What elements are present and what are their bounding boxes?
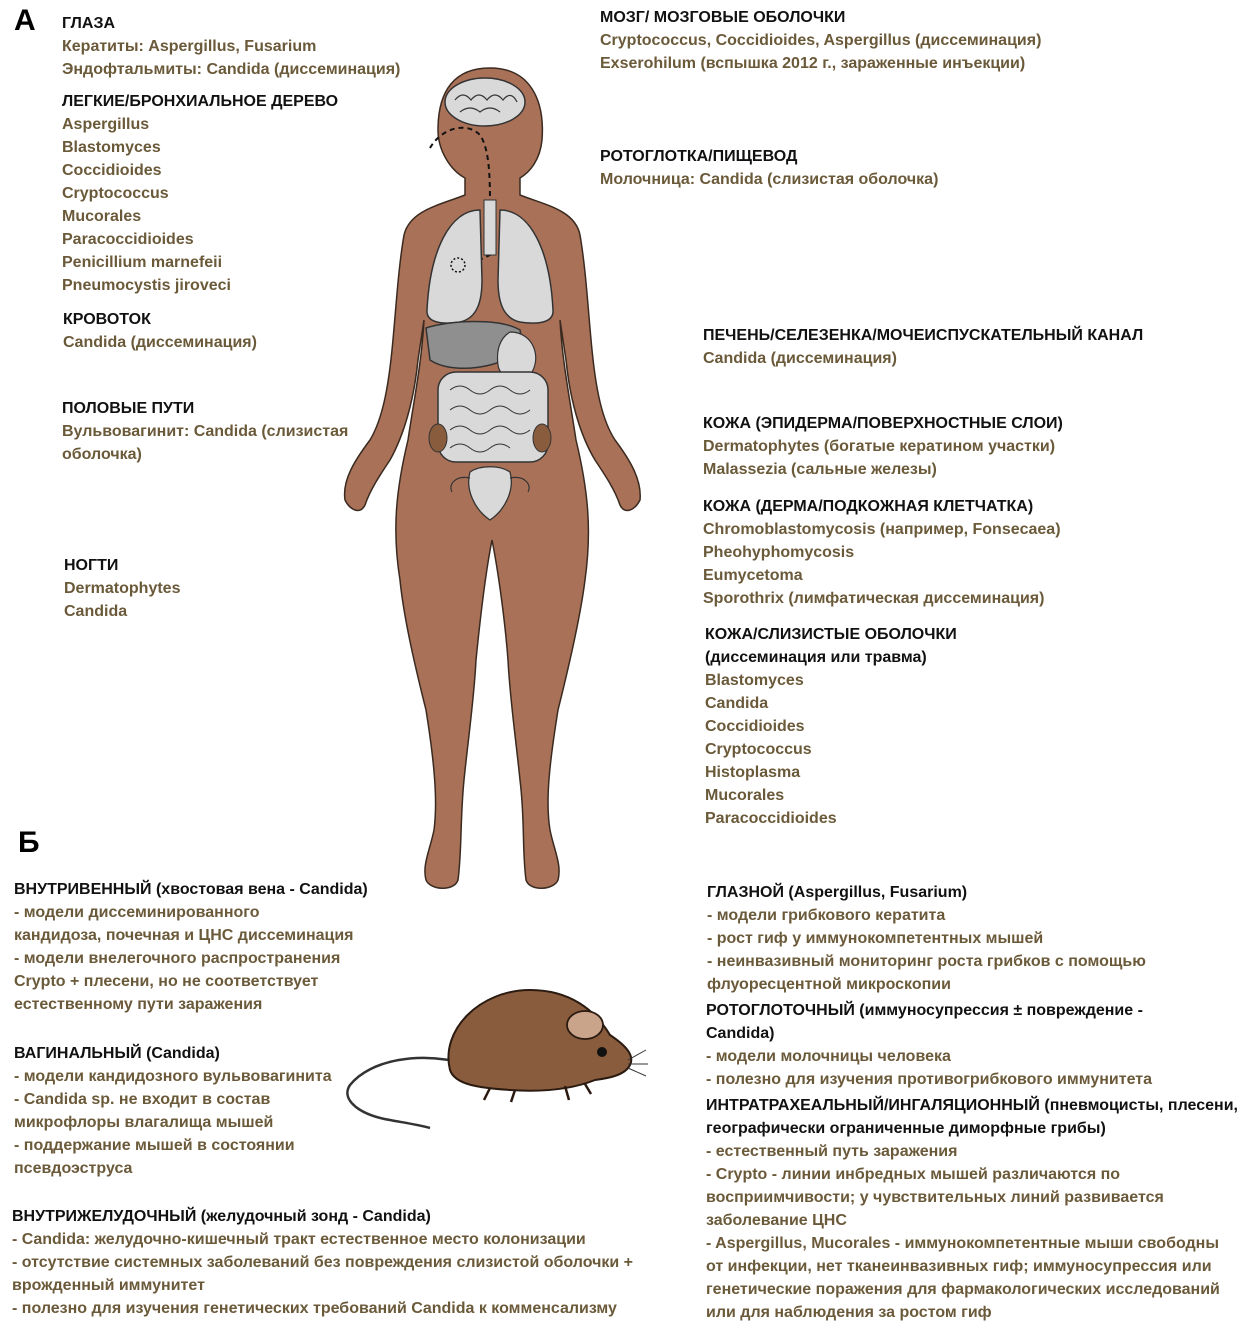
intragastric-route-line: врожденный иммунитет: [12, 1277, 205, 1294]
intratracheal-route-line: генетические поражения для фармакологических исследований: [706, 1281, 1220, 1298]
intratracheal-route-line: восприимчивости; у чувствительных линий развивается: [706, 1189, 1164, 1206]
liver-item: Candida (диссеминация): [703, 350, 897, 367]
ocular-route-line: - модели грибкового кератита: [707, 907, 946, 924]
vaginal-route-note: (Candida): [141, 1045, 220, 1062]
lungs-item: Penicillium marnefeii: [62, 254, 223, 271]
oropharyngeal-route-note: (иммуносупрессия ± повреждение -: [854, 1002, 1143, 1019]
intratracheal-route-line: - естественный путь заражения: [706, 1143, 958, 1160]
skin-mucosa-item: Coccidioides: [705, 718, 805, 735]
intratracheal-route-line: от инфекции, нет тканеинвазивных гиф; иммуносупрессия или: [706, 1258, 1212, 1275]
nails-item: Dermatophytes: [64, 580, 181, 597]
intragastric-route-line: - полезно для изучения генетических требований Candida к комменсализму: [12, 1300, 617, 1317]
skin-dermis-item: Eumycetoma: [703, 567, 803, 584]
intratracheal-route-title: ИНТРАТРАХЕАЛЬНЫЙ/ИНГАЛЯЦИОННЫЙ: [706, 1097, 1040, 1114]
mouse-ear: [567, 1011, 603, 1039]
oropharynx-section: [600, 145, 938, 191]
nails-section: [64, 554, 180, 623]
left-kidney: [429, 424, 447, 452]
oropharynx-title: РОТОГЛОТКА/ПИЩЕВОД: [600, 148, 798, 165]
skin-epidermis-section: [703, 412, 1063, 481]
skin-dermis-item: Sporothrix (лимфатическая диссеминация): [703, 590, 1045, 607]
mouse-body: [448, 990, 631, 1091]
intratracheal-route-section: [706, 1094, 1238, 1324]
intragastric-route-line: - отсутствие системных заболеваний без повреждения слизистой оболочки +: [12, 1254, 633, 1271]
vaginal-route-line: псевдоэструса: [14, 1160, 133, 1177]
iv-route-section: [14, 878, 368, 1016]
oropharyngeal-route-line: - модели молочницы человека: [706, 1048, 951, 1065]
panel-a-label: А: [14, 4, 36, 37]
vaginal-route-line: - поддержание мышей в состоянии: [14, 1137, 295, 1154]
lungs-item: Coccidioides: [62, 162, 162, 179]
iv-route-line: Crypto + плесени, но не соответствует: [14, 973, 319, 990]
brain-item: Exserohilum (вспышка 2012 г., зараженные инъекции): [600, 55, 1026, 72]
iv-route-line: - модели диссеминированного: [14, 904, 260, 921]
brain-title: МОЗГ/ МОЗГОВЫЕ ОБОЛОЧКИ: [600, 9, 846, 26]
lungs-item: Blastomyces: [62, 139, 161, 156]
panel-b-label: Б: [18, 826, 40, 859]
vaginal-route-line: микрофлоры влагалища мышей: [14, 1114, 274, 1131]
intratracheal-route-line: - Aspergillus, Mucorales - иммунокомпетентные мыши свободны: [706, 1235, 1219, 1252]
iv-route-title: ВНУТРИВЕННЫЙ: [14, 881, 152, 898]
skin-mucosa-item: Paracoccidioides: [705, 810, 837, 827]
lungs-item: Paracoccidioides: [62, 231, 194, 248]
oropharyngeal-route-note-2: Candida): [706, 1025, 775, 1042]
skin-epidermis-item: Dermatophytes (богатые кератином участки): [703, 438, 1056, 455]
lungs-item: Aspergillus: [62, 116, 150, 133]
lungs-item: Pneumocystis jiroveci: [62, 277, 231, 294]
skin-mucosa-item: Mucorales: [705, 787, 785, 804]
iv-route-line: естественному пути заражения: [14, 996, 263, 1013]
oropharyngeal-route-section: [706, 999, 1152, 1091]
ocular-route-line: - рост гиф у иммунокомпетентных мышей: [707, 930, 1044, 947]
intragastric-route-title: ВНУТРИЖЕЛУДОЧНЫЙ: [12, 1208, 197, 1225]
vaginal-route-title: ВАГИНАЛЬНЫЙ: [14, 1045, 142, 1062]
eyes-section: [62, 12, 400, 81]
blood-item: Candida (диссеминация): [63, 334, 257, 351]
genital-item: Вульвовагинит: Candida (слизистая: [62, 423, 349, 440]
skin-mucosa-subtitle: (диссеминация или травма): [705, 649, 927, 666]
eyes-item: Эндофтальмиты: Candida (диссеминация): [62, 61, 401, 78]
ocular-route-note: (Aspergillus, Fusarium): [783, 884, 968, 901]
genital-title: ПОЛОВЫЕ ПУТИ: [62, 400, 195, 417]
vaginal-route-line: - модели кандидозного вульвовагинита: [14, 1068, 332, 1085]
skin-dermis-title: КОЖА (ДЕРМА/ПОДКОЖНАЯ КЛЕТЧАТКА): [703, 498, 1034, 515]
skin-mucosa-item: Candida: [705, 695, 769, 712]
skin-dermis-item: Pheohyphomycosis: [703, 544, 855, 561]
lungs-title: ЛЕГКИЕ/БРОНХИАЛЬНОЕ ДЕРЕВО: [62, 93, 339, 110]
brain: [445, 78, 525, 126]
eyes-item: Кератиты: Aspergillus, Fusarium: [62, 38, 317, 55]
brain-item: Cryptococcus, Coccidioides, Aspergillus (диссеминация): [600, 32, 1042, 49]
mouse-illustration: [340, 980, 650, 1140]
intestines: [438, 372, 548, 462]
intratracheal-route-note-2: географически ограниченные диморфные грибы): [706, 1120, 1106, 1137]
oropharyngeal-route-line: - полезно для изучения противогрибкового иммунитета: [706, 1071, 1152, 1088]
ocular-route-line: флуоресцентной микроскопии: [707, 976, 951, 993]
brain-section: [600, 6, 1041, 75]
right-kidney: [533, 424, 551, 452]
lungs-item: Cryptococcus: [62, 185, 169, 202]
skin-mucosa-section: [705, 623, 957, 830]
nails-title: НОГТИ: [64, 557, 119, 574]
eyes-title: ГЛАЗА: [62, 15, 116, 32]
lungs-section: [62, 90, 338, 297]
oropharynx-item: Молочница: Candida (слизистая оболочка): [600, 171, 939, 188]
skin-mucosa-item: Cryptococcus: [705, 741, 812, 758]
genital-item: оболочка): [62, 446, 142, 463]
mouse-eye: [597, 1047, 607, 1057]
trachea: [484, 200, 496, 255]
intratracheal-route-note: (пневмоцисты, плесени,: [1039, 1097, 1238, 1114]
intragastric-route-note: (желудочный зонд - Candida): [196, 1208, 431, 1225]
skin-dermis-item: Chromoblastomycosis (например, Fonsecaea): [703, 521, 1061, 538]
skin-dermis-section: [703, 495, 1061, 610]
blood-section: [63, 308, 257, 354]
ocular-route-section: [707, 881, 1146, 996]
skin-mucosa-title: КОЖА/СЛИЗИСТЫЕ ОБОЛОЧКИ: [705, 626, 957, 643]
iv-route-line: кандидоза, почечная и ЦНС диссеминация: [14, 927, 354, 944]
intratracheal-route-line: или для наблюдения за ростом гиф: [706, 1304, 992, 1321]
genital-section: [62, 397, 348, 466]
vaginal-route-section: [14, 1042, 332, 1180]
iv-route-line: - модели внелегочного распространения: [14, 950, 341, 967]
oropharyngeal-route-title: РОТОГЛОТОЧНЫЙ: [706, 1002, 855, 1019]
skin-mucosa-item: Histoplasma: [705, 764, 801, 781]
lungs-item: Mucorales: [62, 208, 142, 225]
intragastric-route-section: [12, 1205, 633, 1320]
ocular-route-line: - неинвазивный мониторинг роста грибков с помощью: [707, 953, 1146, 970]
blood-title: КРОВОТОК: [63, 311, 151, 328]
intratracheal-route-line: - Crypto - линии инбредных мышей различаются по: [706, 1166, 1121, 1183]
intratracheal-route-line: заболевание ЦНС: [706, 1212, 847, 1229]
vaginal-route-line: - Candida sp. не входит в состав: [14, 1091, 271, 1108]
skin-epidermis-item: Malassezia (сальные железы): [703, 461, 937, 478]
intragastric-route-line: - Candida: желудочно-кишечный тракт естественное место колонизации: [12, 1231, 586, 1248]
skin-epidermis-title: КОЖА (ЭПИДЕРМА/ПОВЕРХНОСТНЫЕ СЛОИ): [703, 415, 1063, 432]
liver-section: [703, 324, 1143, 370]
liver-title: ПЕЧЕНЬ/СЕЛЕЗЕНКА/МОЧЕИСПУСКАТЕЛЬНЫЙ КАНАЛ: [703, 327, 1144, 344]
nails-item: Candida: [64, 603, 128, 620]
skin-mucosa-item: Blastomyces: [705, 672, 804, 689]
ocular-route-title: ГЛАЗНОЙ: [707, 884, 784, 901]
iv-route-note: (хвостовая вена - Candida): [151, 881, 368, 898]
